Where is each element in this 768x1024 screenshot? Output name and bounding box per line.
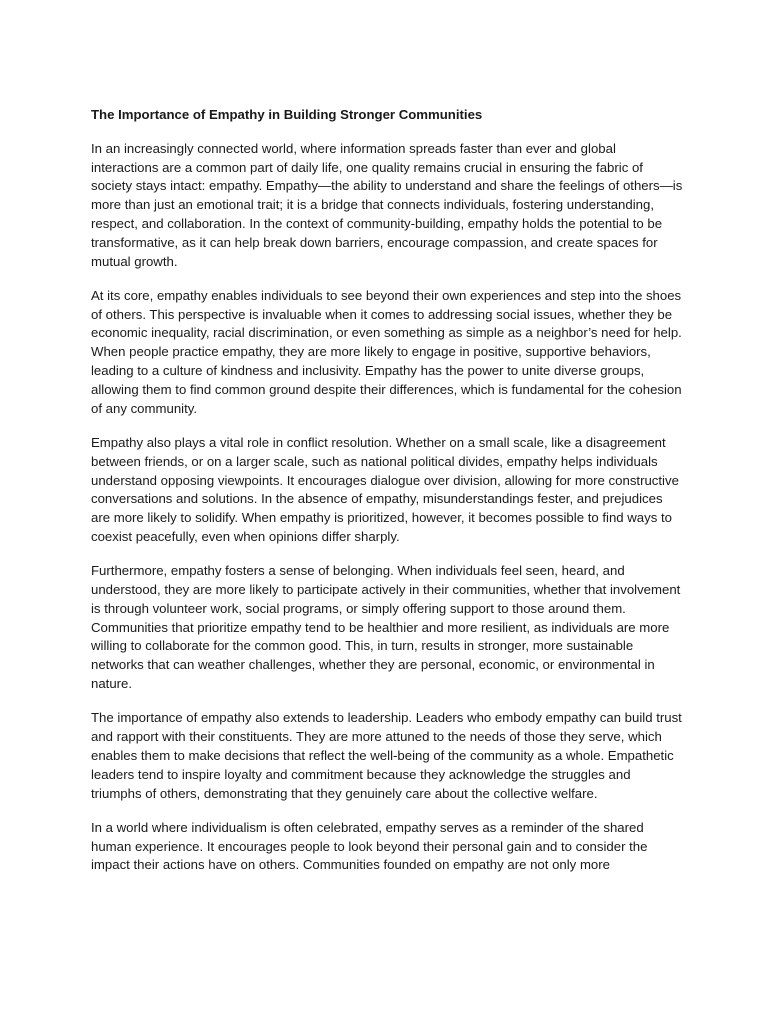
paragraph-4: Furthermore, empathy fosters a sense of belonging. When individuals feel seen, heard, and understood, they are more likely to participate actively in their communities, whether that involvement is through volunteer work, social programs, or simply offering support to those around them. Communities that prioritize empathy tend to be healthier and more resilient, as individuals are more willing to collaborate for the common good. This, in turn, results in stronger, more sustainable networks that can weather challenges, whether they are personal, economic, or environmental in nature. <box>91 563 681 692</box>
paragraph-2: At its core, empathy enables individuals to see beyond their own experiences and step into the shoes of others. This perspective is invaluable when it comes to addressing social issues, whether they be economic inequality, racial discrimination, or even something as simple as a neighbor’s need for help. When people practice empathy, they are more likely to engage in positive, supportive behaviors, leading to a culture of kindness and inclusivity. Empathy has the power to unite diverse groups, allowing them to find common ground despite their differences, which is fundamental for the cohesion of any community. <box>91 287 682 416</box>
paragraph-1: In an increasingly connected world, where information spreads faster than ever and global interactions are a common part of daily life, one quality remains crucial in ensuring the fabric of society stays intact: empathy. Empathy—the ability to understand and share the feelings of others—is more than just an emotional trait; it is a bridge that connects individuals, fostering understanding, respect, and collaboration. In the context of community-building, empathy holds the potential to be transformative, as it can help break down barriers, encourage compassion, and create spaces for mutual growth. <box>91 140 683 269</box>
paragraph-5: The importance of empathy also extends to leadership. Leaders who embody empathy can build trust and rapport with their constituents. They are more attuned to the needs of those they serve, which enables them to make decisions that reflect the well-being of the community as a whole. Empathetic leaders tend to inspire loyalty and commitment because they acknowledge the struggles and triumphs of others, demonstrating that they genuinely care about the collective welfare. <box>91 710 682 801</box>
paragraph-3: Empathy also plays a vital role in conflict resolution. Whether on a small scale, like a disagreement between friends, or on a larger scale, such as national political divides, empathy helps individuals understand opposing viewpoints. It encourages dialogue over division, allowing for more constructive conversations and solutions. In the absence of empathy, misunderstandings fester, and prejudices are more likely to solidify. When empathy is prioritized, however, it becomes possible to find ways to coexist peacefully, even when opinions differ sharply. <box>91 434 679 544</box>
document-title: The Importance of Empathy in Building Stronger Communities <box>91 107 483 122</box>
paragraph-6: In a world where individualism is often celebrated, empathy serves as a reminder of the shared human experience. It encourages people to look beyond their personal gain and to consider the impact their actions have on others. Communities founded on empathy are not only more <box>91 819 648 873</box>
document-body <box>91 106 683 891</box>
